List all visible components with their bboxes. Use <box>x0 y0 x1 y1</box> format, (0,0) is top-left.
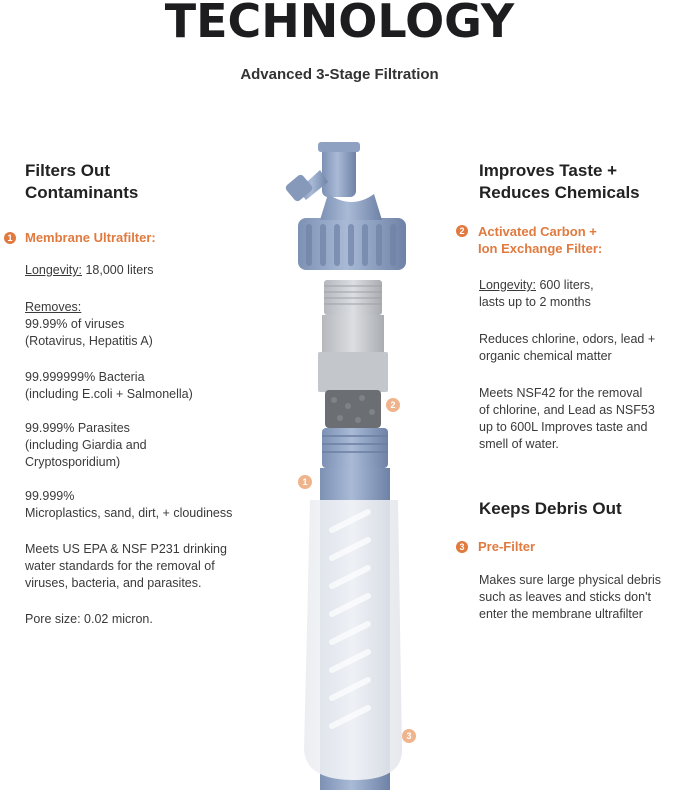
right-heading-line2: Reduces Chemicals <box>479 183 640 202</box>
stage2-longevity <box>479 277 594 311</box>
stage3-title: Pre-Filter <box>478 539 536 554</box>
page-subtitle: Advanced 3-Stage Filtration <box>240 66 439 83</box>
stage2-longevity-label: Longevity: <box>479 278 536 292</box>
debris-line2: such as leaves and sticks don't <box>479 590 651 604</box>
parasites-line2: (including Giardia and <box>25 438 147 452</box>
nsf-line3: up to 600L Improves taste and <box>479 420 648 434</box>
stage1-title: Membrane Ultrafilter: <box>25 230 156 245</box>
carbon-cartridge <box>318 280 388 428</box>
stage2-longevity-line2: lasts up to 2 months <box>479 295 591 309</box>
diagram-marker-1: 1 <box>298 475 312 489</box>
debris-heading: Keeps Debris Out <box>479 499 622 518</box>
bacteria-block <box>25 369 193 403</box>
stage3-title-row <box>456 538 535 555</box>
micro-line2: Microplastics, sand, dirt, + cloudiness <box>25 506 233 520</box>
left-heading-line2: Contaminants <box>25 183 139 202</box>
stage2-badge: 2 <box>456 225 468 237</box>
removes-block <box>25 299 153 350</box>
diagram-marker-3: 3 <box>402 729 416 743</box>
parasites-line3: Cryptosporidium) <box>25 455 121 469</box>
reduces-block <box>479 331 655 365</box>
viruses-line2: (Rotavirus, Hepatitis A) <box>25 334 153 348</box>
nsf-line1: Meets NSF42 for the removal <box>479 386 643 400</box>
parasites-block <box>25 420 147 471</box>
left-heading-line1: Filters Out <box>25 161 111 180</box>
reduces-line2: organic chemical matter <box>479 349 612 363</box>
page-title: TECHNOLOGY <box>164 0 515 48</box>
filter-illustration <box>270 140 430 790</box>
nsf-line2: of chlorine, and Lead as NSF53 <box>479 403 655 417</box>
nsf-line4: smell of water. <box>479 437 559 451</box>
debris-line3: enter the membrane ultrafilter <box>479 607 643 621</box>
micro-line1: 99.999% <box>25 489 75 503</box>
nsf-block <box>479 385 655 453</box>
stage1-longevity <box>25 262 154 279</box>
diagram-marker-2: 2 <box>386 398 400 412</box>
prefilter-sleeve <box>304 500 402 780</box>
stage2-title-row <box>456 223 602 257</box>
right-heading <box>479 160 640 204</box>
pore-size: Pore size: 0.02 micron. <box>25 612 153 626</box>
epa-line2: water standards for the removal of <box>25 559 215 573</box>
parasites-line1: 99.999% Parasites <box>25 421 130 435</box>
stage1-badge: 1 <box>4 232 16 244</box>
left-heading <box>25 160 138 204</box>
stage2-title-line1: Activated Carbon + <box>478 224 597 239</box>
epa-line1: Meets US EPA & NSF P231 drinking <box>25 542 227 556</box>
debris-block <box>479 572 661 623</box>
stage1-title-row <box>4 229 156 246</box>
removes-label: Removes: <box>25 300 82 314</box>
top-cap <box>284 142 406 270</box>
stage1-longevity-label: Longevity: <box>25 263 82 277</box>
viruses-line1: 99.99% of viruses <box>25 317 125 331</box>
stage2-longevity-value: 600 liters, <box>535 278 594 292</box>
bacteria-line1: 99.999999% Bacteria <box>25 370 145 384</box>
right-heading-line1: Improves Taste + <box>479 161 618 180</box>
stage2-title-line2: Ion Exchange Filter: <box>478 241 603 256</box>
stage2-title <box>478 223 602 257</box>
epa-line3: viruses, bacteria, and parasites. <box>25 576 202 590</box>
reduces-line1: Reduces chlorine, odors, lead + <box>479 332 656 346</box>
stage3-badge: 3 <box>456 541 468 553</box>
bacteria-line2: (including E.coli + Salmonella) <box>25 387 193 401</box>
debris-line1: Makes sure large physical debris <box>479 573 662 587</box>
microplastics-block <box>25 488 232 522</box>
epa-block <box>25 541 227 592</box>
stage1-longevity-value: 18,000 liters <box>81 263 154 277</box>
